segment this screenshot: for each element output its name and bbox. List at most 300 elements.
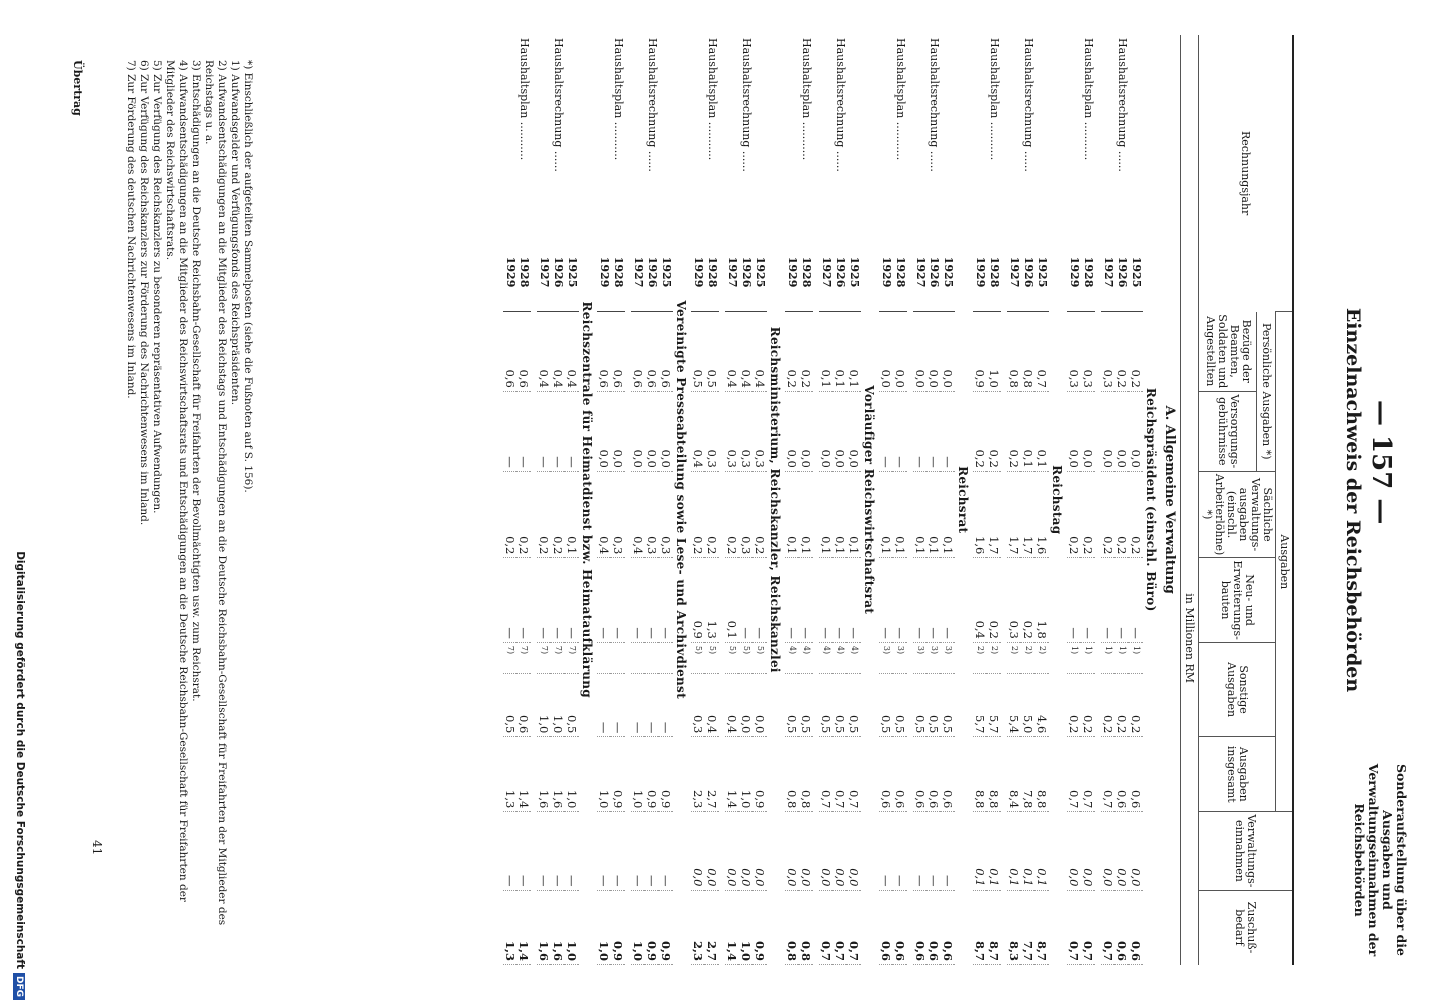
col-footnote-mark (631, 642, 645, 673)
table-row (725, 35, 739, 965)
col-footnote-mark: 3) (893, 642, 907, 673)
col-zuschussbedarf: 1,4 (517, 890, 531, 965)
row-label (565, 35, 579, 254)
col-ausgaben-insgesamt: 0,6 (927, 737, 941, 812)
col-verwaltungseinnahmen: — (927, 812, 941, 890)
col-sonstige: 5,4 (1007, 673, 1021, 737)
col-zuschussbedarf: 1,0 (597, 890, 611, 965)
year-cell: 1926 (1115, 254, 1129, 312)
col-versorgung: 0,4 (691, 391, 705, 471)
col-versorgung: — (551, 391, 565, 471)
col-neubauten: — (927, 558, 941, 643)
table-row (691, 35, 705, 965)
col-zuschussbedarf: 0,6 (893, 890, 907, 965)
col-ausgaben-insgesamt: 0,6 (913, 737, 927, 812)
col-zuschussbedarf: 0,7 (847, 890, 861, 965)
col-footnote-mark: 7) (503, 642, 517, 673)
col-sonstige: — (631, 673, 645, 737)
col-ausgaben-insgesamt: 1,6 (551, 737, 565, 812)
table-row (893, 35, 907, 965)
col-ausgaben-insgesamt: 0,7 (833, 737, 847, 812)
col-sonstige: 0,0 (739, 673, 753, 737)
row-label (913, 35, 927, 254)
year-cell: 1929 (879, 254, 893, 312)
col-saechliche: 1,6 (973, 471, 987, 558)
row-label: Haushaltsplan ........... (612, 38, 625, 161)
footnote: 4) Aufwandsentschädigungen an die Mitglieder des Reichswirtschaftsrats und Entschädigungen an die Deutsche Reichsbahn-Gesellschaft für Freifahrten der Mitglieder des Reichswirtschaftsrats. (164, 60, 189, 902)
col-zuschussbedarf: 7,7 (1021, 890, 1035, 965)
col-saechliche: 0,1 (913, 471, 927, 558)
col-neubauten: — (645, 558, 659, 643)
row-spacer (1001, 35, 1007, 965)
row-label (785, 35, 799, 254)
col-verwaltungseinnahmen: — (551, 812, 565, 890)
col-verwaltungseinnahmen: 0,0 (785, 812, 799, 890)
col-verwaltungseinnahmen: 0,0 (1081, 812, 1095, 890)
col-zuschussbedarf: 2,3 (691, 890, 705, 965)
year-cell: 1926 (645, 254, 659, 312)
col-verwaltungseinnahmen: — (611, 812, 625, 890)
col-versorgung: — (927, 391, 941, 471)
col-saechliche: 1,6 (1035, 471, 1049, 558)
table-row (597, 35, 611, 965)
col-versorgung: 0,2 (1007, 391, 1021, 471)
year-cell: 1928 (611, 254, 625, 312)
col-sonstige: 0,5 (847, 673, 861, 737)
table-row (913, 35, 927, 965)
col-bezuege: 0,2 (1129, 312, 1143, 392)
year-cell: 1929 (691, 254, 705, 312)
col-neubauten: — (659, 558, 673, 643)
col-sonstige: 0,2 (1067, 673, 1081, 737)
col-bezuege: 0,1 (819, 312, 833, 392)
col-bezuege: 0,2 (799, 312, 813, 392)
col-ausgaben-insgesamt: 1,0 (597, 737, 611, 812)
col-sonstige: 0,5 (927, 673, 941, 737)
footnote: *) Einschließlich der aufgeteilten Sammelposten (siehe die Fußnoten auf S. 156). (242, 60, 254, 493)
col-versorgung: 0,2 (987, 391, 1001, 471)
col-neubauten: — (847, 558, 861, 643)
col-neubauten: — (819, 558, 833, 643)
row-label: Haushaltsplan ........... (518, 38, 531, 161)
col-bezuege: 0,6 (659, 312, 673, 392)
table-row (927, 35, 941, 965)
year-cell: 1927 (725, 254, 739, 312)
table-row (517, 35, 531, 965)
col-zuschussbedarf: 0,9 (753, 890, 767, 965)
table-row (799, 35, 813, 965)
uebertrag-label: Übertrag (71, 60, 84, 116)
group-title: Reichstag (1050, 465, 1064, 535)
col-saechliche: 0,1 (799, 471, 813, 558)
col-bezuege: 1,0 (987, 312, 1001, 392)
col-saechliche: 0,1 (833, 471, 847, 558)
row-label (819, 35, 833, 254)
col-sonstige: 0,5 (913, 673, 927, 737)
col-saechliche: 0,2 (537, 471, 551, 558)
row-label (879, 35, 893, 254)
col-saechliche: 0,3 (739, 471, 753, 558)
dfg-logo: DFG (13, 973, 25, 1000)
col-verwaltungseinnahmen: — (597, 812, 611, 890)
col-verwaltungseinnahmen: — (645, 812, 659, 890)
col-versorgung: — (941, 391, 955, 471)
col-bezuege: 0,4 (739, 312, 753, 392)
col-sonstige: 0,6 (517, 673, 531, 737)
row-label: Haushaltsrechnung ...... (1116, 38, 1129, 172)
col-sonstige: 0,5 (819, 673, 833, 737)
year-cell: 1928 (987, 254, 1001, 312)
col-neubauten: — (611, 558, 625, 643)
year-cell: 1927 (1101, 254, 1115, 312)
group-title: Vorläufiger Reichswirtschaftsrat (862, 385, 876, 615)
col-neubauten: 0,1 (725, 558, 739, 643)
col-verwaltungseinnahmen: 0,0 (833, 812, 847, 890)
col-ausgaben-insgesamt: 1,6 (537, 737, 551, 812)
col-zuschussbedarf: 0,7 (1101, 890, 1115, 965)
col-saechliche: 0,1 (893, 471, 907, 558)
row-label: Haushaltsplan ........... (800, 38, 813, 161)
col-footnote-mark: 7) (551, 642, 565, 673)
col-saechliche: 0,4 (597, 471, 611, 558)
col-neubauten: — (551, 558, 565, 643)
col-saechliche: 0,2 (1101, 471, 1115, 558)
col-footnote-mark: 5) (691, 642, 705, 673)
col-sonstige: 4,6 (1035, 673, 1049, 737)
row-label (503, 35, 517, 254)
col-bezuege: 0,3 (1101, 312, 1115, 392)
row-label (753, 35, 767, 254)
col-neubauten: 0,2 (1021, 558, 1035, 643)
col-versorgung: — (565, 391, 579, 471)
col-zuschussbedarf: 0,8 (785, 890, 799, 965)
table-row (551, 35, 565, 965)
col-versorgung: — (537, 391, 551, 471)
table-row (847, 35, 861, 965)
group-title: Reichszentrale für Heimatdienst bzw. Heimataufklärung (580, 301, 594, 698)
section-title: A. Allgemeine Verwaltung (1162, 405, 1177, 594)
col-footnote-mark: 3) (927, 642, 941, 673)
col-bezuege: 0,7 (1035, 312, 1049, 392)
col-sonstige: 0,2 (1101, 673, 1115, 737)
col-verwaltungseinnahmen: 0,0 (753, 812, 767, 890)
col-saechliche: 0,3 (645, 471, 659, 558)
col-neubauten: — (1101, 558, 1115, 643)
row-label (1129, 35, 1143, 254)
col-bezuege: 0,5 (705, 312, 719, 392)
col-saechliche: 0,2 (1129, 471, 1143, 558)
col-ausgaben-insgesamt: 8,4 (1007, 737, 1021, 812)
year-cell: 1925 (1129, 254, 1143, 312)
col-saechliche: 0,2 (503, 471, 517, 558)
col-neubauten: 1,8 (1035, 558, 1049, 643)
col-zuschussbedarf: 8,7 (1035, 890, 1049, 965)
year-cell: 1925 (1035, 254, 1049, 312)
col-verwaltungseinnahmen: 0,0 (1115, 812, 1129, 890)
col-saechliche: 0,2 (517, 471, 531, 558)
col-verwaltungseinnahmen: 0,1 (1035, 812, 1049, 890)
col-versorgung: 0,3 (753, 391, 767, 471)
col-neubauten: — (913, 558, 927, 643)
col-footnote-mark: 1) (1081, 642, 1095, 673)
year-cell: 1928 (517, 254, 531, 312)
col-ausgaben-insgesamt: 0,6 (941, 737, 955, 812)
year-cell: 1929 (597, 254, 611, 312)
col-zuschussbedarf: 0,6 (941, 890, 955, 965)
col-sonstige: 1,0 (537, 673, 551, 737)
year-cell: 1925 (565, 254, 579, 312)
table-row (645, 35, 659, 965)
col-ausgaben-insgesamt: 0,9 (611, 737, 625, 812)
col-ausgaben-insgesamt: 1,0 (565, 737, 579, 812)
col-saechliche: 0,1 (819, 471, 833, 558)
col-neubauten: — (1115, 558, 1129, 643)
col-versorgung: — (913, 391, 927, 471)
col-ausgaben-insgesamt: 8,8 (973, 737, 987, 812)
col-saechliche: 0,4 (631, 471, 645, 558)
table-row (503, 35, 517, 965)
row-label (631, 35, 645, 254)
col-zuschussbedarf: 0,6 (1115, 890, 1129, 965)
row-label: Haushaltsrechnung ...... (928, 38, 941, 172)
row-label (973, 35, 987, 254)
col-neubauten: — (503, 558, 517, 643)
col-ausgaben-insgesamt: 2,7 (705, 737, 719, 812)
col-sonstige: 5,0 (1021, 673, 1035, 737)
col-ausgaben-insgesamt: 0,6 (1129, 737, 1143, 812)
row-label (691, 35, 705, 254)
group-title: Reichsrat (956, 466, 970, 534)
col-ausgaben-insgesamt: 0,7 (847, 737, 861, 812)
row-label: Haushaltsrechnung ...... (552, 38, 565, 172)
col-versorgung: 0,1 (1035, 391, 1049, 471)
header-zuschussbedarf: Zuschuß-bedarf (1199, 890, 1294, 965)
col-zuschussbedarf: 1,3 (503, 890, 517, 965)
col-footnote-mark: 7) (517, 642, 531, 673)
col-zuschussbedarf: 2,7 (705, 890, 719, 965)
col-saechliche: 0,2 (1115, 471, 1129, 558)
col-versorgung: — (879, 391, 893, 471)
col-sonstige: 0,4 (725, 673, 739, 737)
col-sonstige: 0,5 (941, 673, 955, 737)
col-sonstige: 0,2 (1081, 673, 1095, 737)
col-saechliche: 0,2 (725, 471, 739, 558)
col-ausgaben-insgesamt: 1,0 (631, 737, 645, 812)
col-verwaltungseinnahmen: — (565, 812, 579, 890)
col-zuschussbedarf: 1,0 (565, 890, 579, 965)
row-spacer (719, 35, 725, 965)
col-ausgaben-insgesamt: 0,9 (753, 737, 767, 812)
table-row (879, 35, 893, 965)
year-cell: 1926 (927, 254, 941, 312)
row-spacer (1095, 35, 1101, 965)
header-saechliche: Sächliche Verwaltungs-ausgaben (einschl. Arbeiterlöhne) *) (1199, 471, 1276, 558)
table-row (1129, 35, 1143, 965)
col-verwaltungseinnahmen: 0,0 (691, 812, 705, 890)
col-saechliche: 0,2 (551, 471, 565, 558)
table-row (1067, 35, 1081, 965)
col-neubauten: — (941, 558, 955, 643)
col-sonstige: 0,5 (565, 673, 579, 737)
col-versorgung: 0,0 (819, 391, 833, 471)
col-versorgung: 0,0 (1129, 391, 1143, 471)
col-versorgung: — (503, 391, 517, 471)
col-neubauten: — (1067, 558, 1081, 643)
year-cell: 1925 (847, 254, 861, 312)
col-versorgung: 0,3 (725, 391, 739, 471)
col-sonstige: 0,0 (753, 673, 767, 737)
data-table (503, 35, 1294, 965)
footnote: 7) Zur Förderung des deutschen Nachrichtenwesens im Inland. (125, 60, 137, 399)
col-neubauten: — (833, 558, 847, 643)
col-neubauten: — (739, 558, 753, 643)
col-ausgaben-insgesamt: 8,8 (1035, 737, 1049, 812)
row-spacer (813, 35, 819, 965)
year-cell: 1925 (941, 254, 955, 312)
row-label (659, 35, 673, 254)
col-versorgung: 0,0 (597, 391, 611, 471)
col-footnote-mark: 1) (1115, 642, 1129, 673)
col-zuschussbedarf: 0,6 (879, 890, 893, 965)
row-spacer (531, 35, 537, 965)
col-versorgung: — (893, 391, 907, 471)
col-bezuege: 0,8 (1007, 312, 1021, 392)
col-footnote-mark: 1) (1129, 642, 1143, 673)
col-bezuege: 0,0 (941, 312, 955, 392)
col-saechliche: 0,1 (565, 471, 579, 558)
col-ausgaben-insgesamt: 1,4 (517, 737, 531, 812)
col-neubauten: 0,4 (973, 558, 987, 643)
col-zuschussbedarf: 1,6 (551, 890, 565, 965)
year-cell: 1927 (819, 254, 833, 312)
col-verwaltungseinnahmen: 0,0 (1101, 812, 1115, 890)
col-sonstige: 5,7 (987, 673, 1001, 737)
side-title: Sonderaufstellung über die Ausgaben und Verwaltungseinnahmen der Reichsbehörden (1352, 763, 1409, 957)
col-footnote-mark: 4) (819, 642, 833, 673)
col-ausgaben-insgesamt: 2,3 (691, 737, 705, 812)
col-verwaltungseinnahmen: — (941, 812, 955, 890)
col-ausgaben-insgesamt: 0,8 (785, 737, 799, 812)
col-neubauten: 0,2 (987, 558, 1001, 643)
footnote: 3) Entschädigungen an die Deutsche Reichsbahn-Gesellschaft für Freifahrten der Bevollmächtigten usw. zum Reichsrat. (190, 60, 202, 702)
col-footnote-mark: 3) (879, 642, 893, 673)
col-zuschussbedarf: 8,3 (1007, 890, 1021, 965)
col-zuschussbedarf: 1,0 (739, 890, 753, 965)
col-bezuege: 0,0 (913, 312, 927, 392)
col-sonstige: — (597, 673, 611, 737)
col-verwaltungseinnahmen: — (631, 812, 645, 890)
col-neubauten: — (1081, 558, 1095, 643)
footnote: 5) Zur Verfügung des Reichskanzlers zu besonderen repräsentativen Aufwendungen. (151, 60, 163, 514)
col-bezuege: 0,0 (927, 312, 941, 392)
year-cell: 1929 (785, 254, 799, 312)
col-versorgung: — (517, 391, 531, 471)
col-versorgung: 0,3 (705, 391, 719, 471)
col-footnote-mark: 4) (799, 642, 813, 673)
col-zuschussbedarf: 0,7 (1067, 890, 1081, 965)
col-neubauten: — (785, 558, 799, 643)
col-verwaltungseinnahmen: 0,0 (725, 812, 739, 890)
col-sonstige: 1,0 (551, 673, 565, 737)
col-versorgung: 0,0 (1067, 391, 1081, 471)
col-footnote-mark: 2) (1021, 642, 1035, 673)
group-title: Reichspräsident (einschl. Büro) (1144, 387, 1158, 612)
col-bezuege: 0,4 (753, 312, 767, 392)
col-bezuege: 0,6 (611, 312, 625, 392)
col-footnote-mark: 2) (973, 642, 987, 673)
row-spacer (907, 35, 913, 965)
year-cell: 1926 (551, 254, 565, 312)
col-verwaltungseinnahmen: — (893, 812, 907, 890)
row-label (1067, 35, 1081, 254)
col-versorgung: 0,0 (659, 391, 673, 471)
col-bezuege: 0,2 (785, 312, 799, 392)
col-bezuege: 0,3 (1081, 312, 1095, 392)
col-bezuege: 0,0 (879, 312, 893, 392)
year-cell: 1927 (913, 254, 927, 312)
header-sonstige: Sonstige Ausgaben (1199, 642, 1276, 736)
col-bezuege: 0,1 (847, 312, 861, 392)
col-zuschussbedarf: 1,4 (725, 890, 739, 965)
table-row (819, 35, 833, 965)
col-saechliche: 0,1 (847, 471, 861, 558)
table-row (833, 35, 847, 965)
col-neubauten: — (597, 558, 611, 643)
col-neubauten: — (799, 558, 813, 643)
col-versorgung: 0,0 (1081, 391, 1095, 471)
col-sonstige: 5,7 (973, 673, 987, 737)
col-versorgung: 0,0 (785, 391, 799, 471)
col-bezuege: 0,5 (691, 312, 705, 392)
col-zuschussbedarf: 0,9 (645, 890, 659, 965)
table-row (973, 35, 987, 965)
header-ausgaben: Ausgaben (1276, 312, 1294, 812)
row-label (941, 35, 955, 254)
col-versorgung: 0,0 (1115, 391, 1129, 471)
col-versorgung: 0,2 (973, 391, 987, 471)
header-versorgung: Versorgungs-gebührnisse (1199, 391, 1257, 471)
col-versorgung: 0,0 (611, 391, 625, 471)
table-row (1101, 35, 1115, 965)
col-footnote-mark: 2) (987, 642, 1001, 673)
col-ausgaben-insgesamt: 8,8 (987, 737, 1001, 812)
col-sonstige: — (611, 673, 625, 737)
table-row (753, 35, 767, 965)
table-row (611, 35, 625, 965)
col-verwaltungseinnahmen: 0,1 (987, 812, 1001, 890)
col-verwaltungseinnahmen: — (517, 812, 531, 890)
col-footnote-mark: 4) (833, 642, 847, 673)
row-label: Haushaltsplan ........... (706, 38, 719, 161)
col-verwaltungseinnahmen: — (659, 812, 673, 890)
row-label: Haushaltsrechnung ...... (1022, 38, 1035, 172)
col-versorgung: 0,0 (799, 391, 813, 471)
col-verwaltungseinnahmen: — (503, 812, 517, 890)
header-rechnungsjahr: Rechnungsjahr (1199, 35, 1294, 312)
col-sonstige: 0,4 (705, 673, 719, 737)
unit-label: in Millionen RM (1181, 312, 1199, 965)
col-verwaltungseinnahmen: 0,1 (973, 812, 987, 890)
col-zuschussbedarf: 0,9 (611, 890, 625, 965)
col-footnote-mark (611, 642, 625, 673)
col-bezuege: 0,4 (537, 312, 551, 392)
row-label (597, 35, 611, 254)
year-cell: 1928 (893, 254, 907, 312)
col-bezuege: 0,4 (565, 312, 579, 392)
col-saechliche: 0,2 (753, 471, 767, 558)
col-sonstige: 0,5 (879, 673, 893, 737)
col-versorgung: 0,3 (739, 391, 753, 471)
